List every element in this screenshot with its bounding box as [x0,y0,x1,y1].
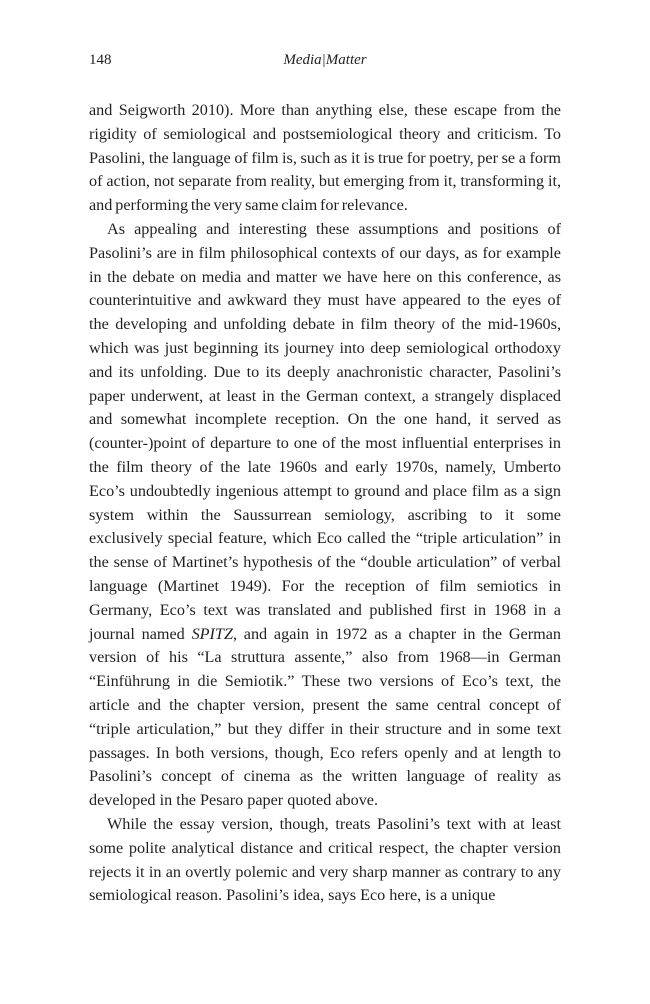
paragraph-eco-reception [89,218,561,813]
journal-title: SPITZ [191,624,233,643]
paragraph-text: While the essay version, though, treats Pasolini’s text with at least some polite analytical distance and critical respect, the chapter version rejects it in an overtly polemic and very sharp manner as contrary to any semiological reason. Pasolini’s idea, says Eco here, is a unique [89,814,561,905]
paragraph-text: As appealing and interesting these assumptions and positions of Pasolini’s are in film philosophical contexts of our days, as for example in the debate on media and matter we have here on this conference, as counterintuitive and awkward they must have appeared to the eyes of the developing and unfolding debate in film theory of the mid-1960s, which was just beginning its journey into deep semiological orthodoxy and its unfolding. Due to its deeply anachronistic character, Pasolini’s paper underwent, at least in the German context, a strangely displaced and somewhat incomplete reception. On the one hand, it served as (counter-)point of departure to one of the most influential enterprises in the film theory of the late 1960s and early 1970s, namely, Umberto Eco’s undoubtedly ingenious attempt to ground and place film as a sign system within the Saussurrean semiology, ascribing to it some exclusively special feature, which Eco called the “triple articulation” in the sense of Martinet’s hypothesis of the “double articulation” of verbal language (Martinet 1949). For the reception of film semiotics in Germany, Eco’s text was translated and published first in 1968 in a journal named [89,219,561,643]
paragraph-text: , and again in 1972 as a chapter in the German version of his “La struttura assente,” also from 1968—in German “Einführung in die Semiotik.” These two versions of Eco’s text, the article and the chapter version, present the same central concept of “triple articulation,” but they differ in their structure and in some text passages. In both versions, though, Eco refers openly and at length to Pasolini’s concept of cinema as the written language of reality as developed in the Pesaro paper quoted above. [89,624,561,810]
running-head [89,50,561,74]
paragraph-text: and Seigworth 2010). More than anything else, these escape from the rigidity of semiological and postsemiological theory and criticism. To Pasolini, the language of film is, such as it is true for poetry, per se a form of action, not separate from reality, but emerging from it, transforming it, and performing the very same claim for relevance. [89,101,561,215]
running-title: Media|Matter [283,52,367,68]
paragraph-continuation [89,99,561,218]
page-number: 148 [89,52,112,68]
body-text [89,99,561,908]
book-page [89,50,561,908]
paragraph-essay-vs-chapter [89,813,561,908]
